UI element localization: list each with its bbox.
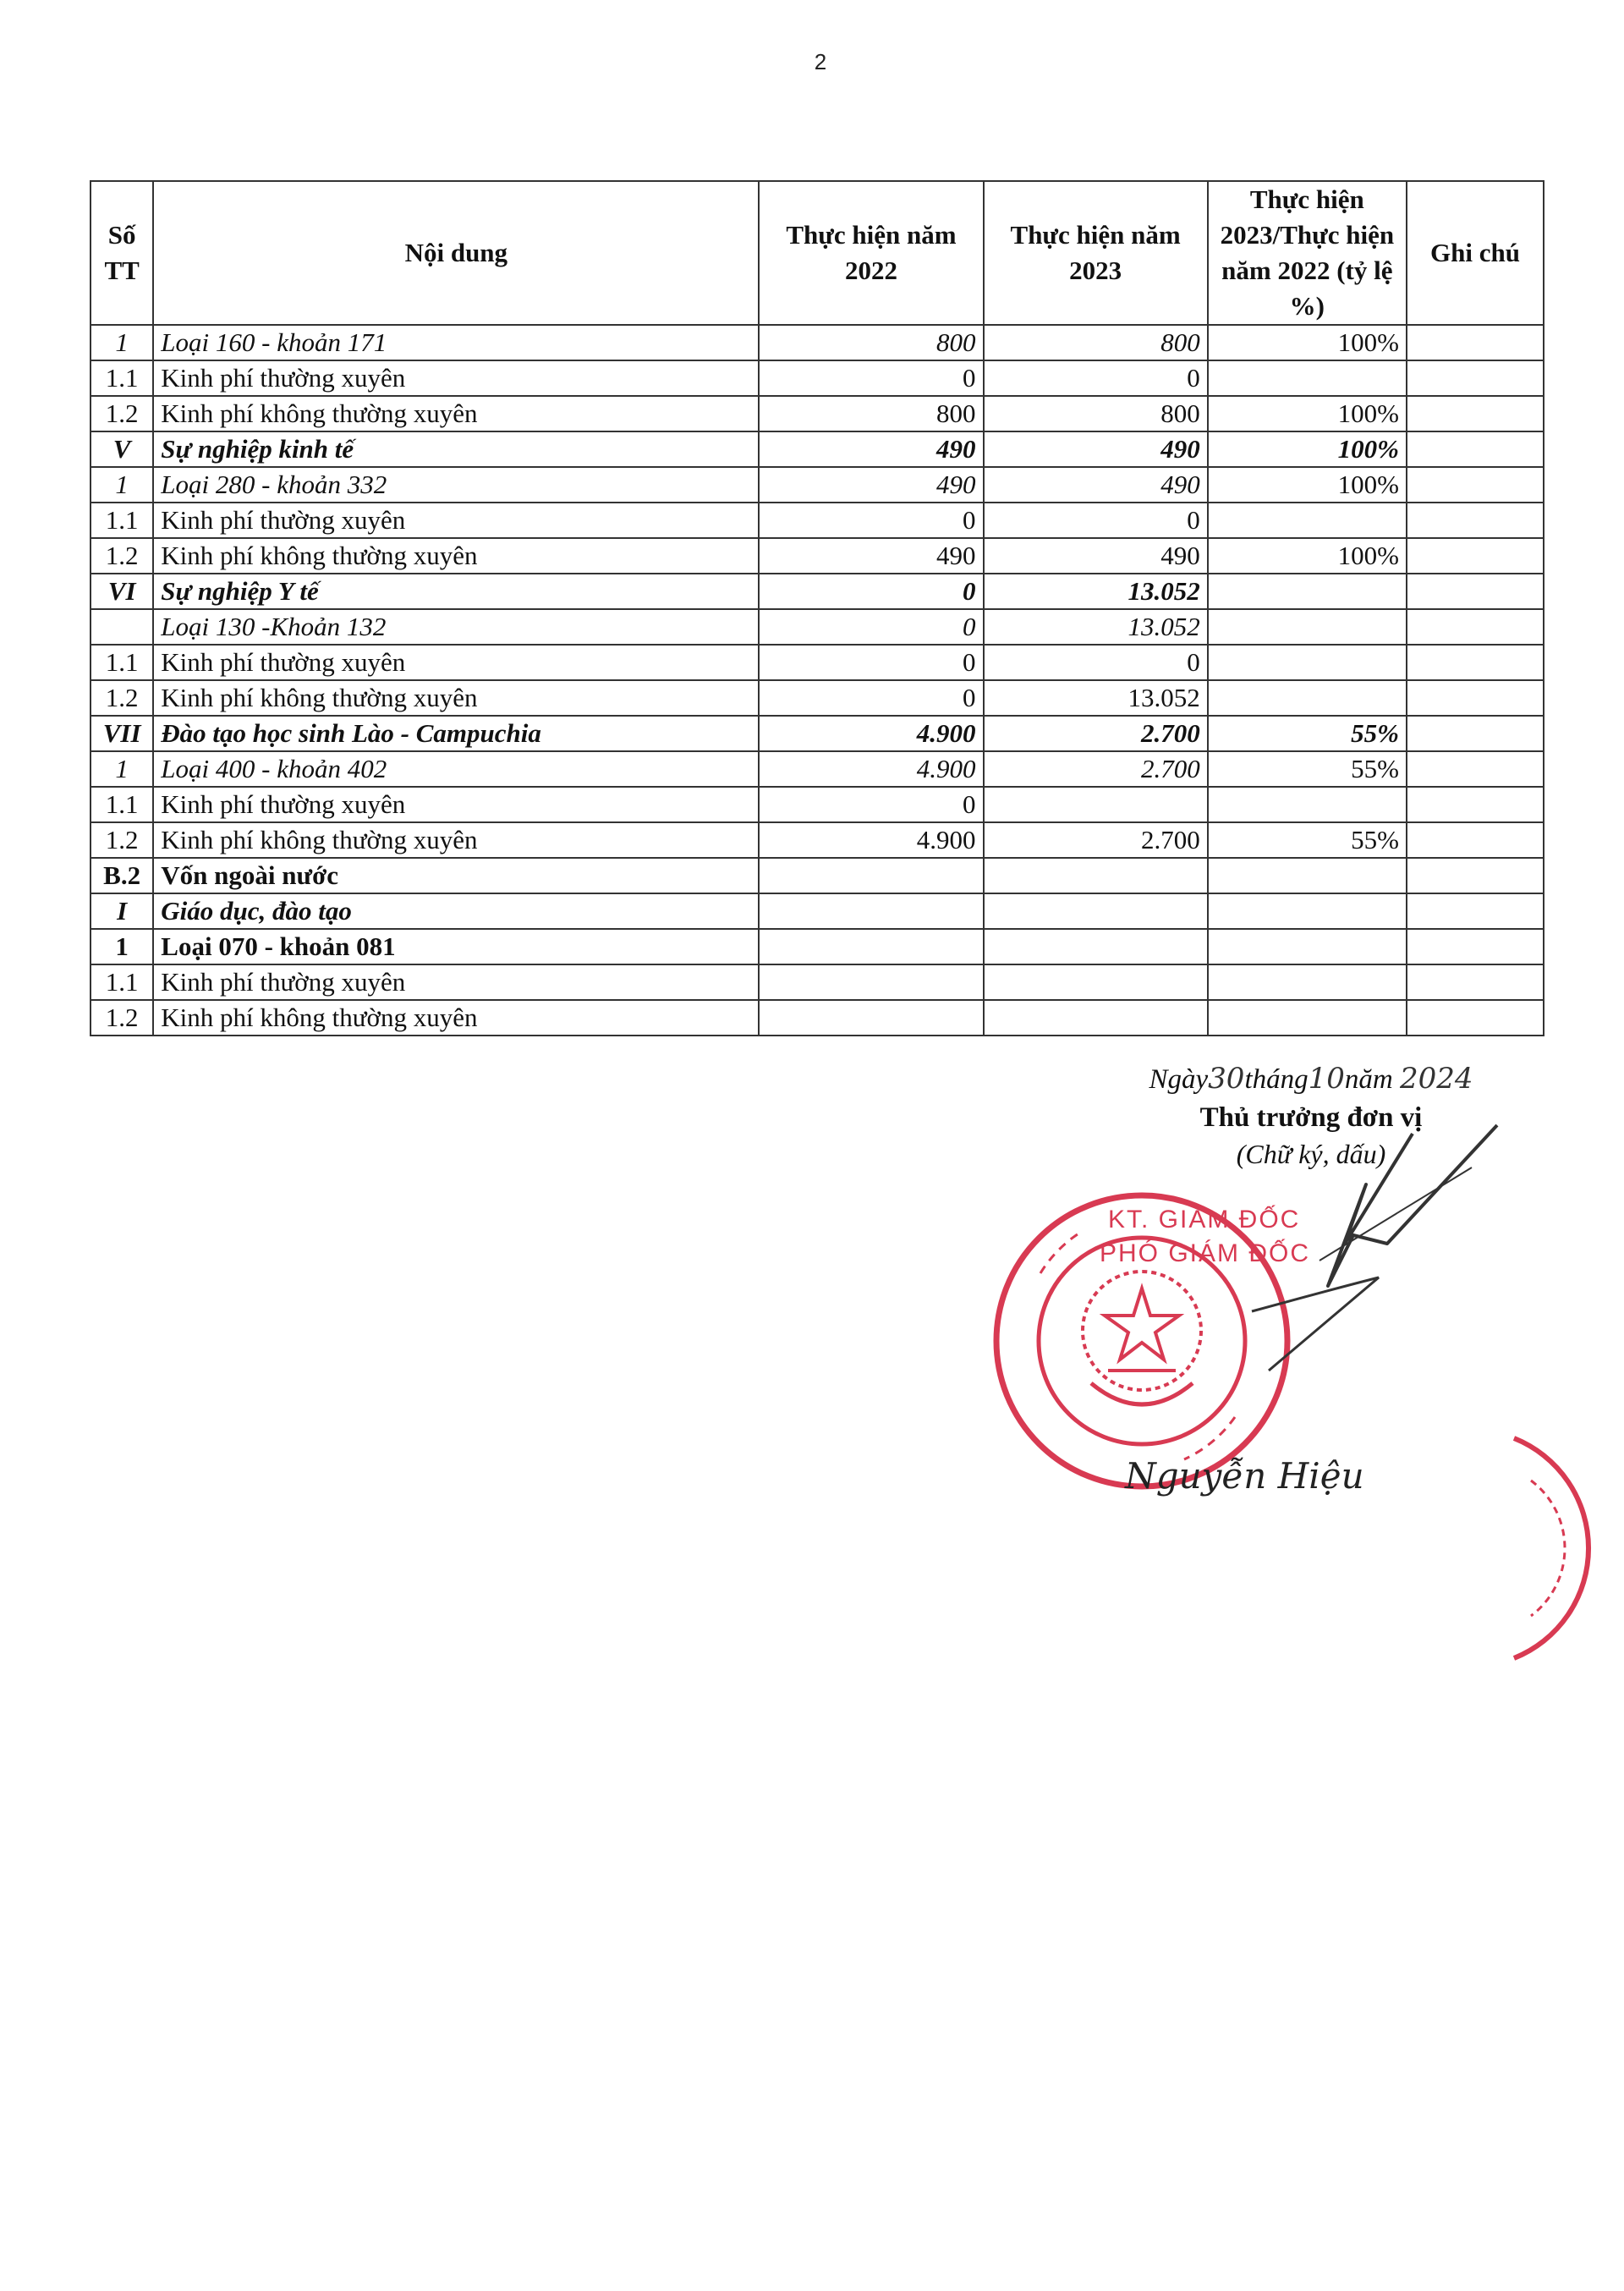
cell-ratio: 100% (1208, 396, 1407, 431)
cell-content: Kinh phí không thường xuyên (153, 822, 759, 858)
cell-2022: 800 (759, 396, 983, 431)
table-row (91, 396, 1544, 431)
cell-note (1407, 396, 1544, 431)
date-month-label: tháng (1244, 1064, 1309, 1095)
cell-2023: 0 (984, 503, 1208, 538)
cell-2022: 0 (759, 360, 983, 396)
cell-ratio (1208, 1000, 1407, 1036)
cell-content: Kinh phí thường xuyên (153, 645, 759, 680)
cell-2023 (984, 964, 1208, 1000)
signature-note: (Chữ ký, dấu) (1236, 1139, 1386, 1169)
cell-2022: 4.900 (759, 822, 983, 858)
cell-note (1407, 574, 1544, 609)
date-year-label: năm (1344, 1064, 1393, 1095)
cell-2023: 13.052 (984, 609, 1208, 645)
cell-2022: 490 (759, 538, 983, 574)
cell-ratio: 55% (1208, 751, 1407, 787)
cell-stt: 1.1 (91, 964, 153, 1000)
cell-stt (91, 609, 153, 645)
cell-content: Giáo dục, đào tạo (153, 893, 759, 929)
cell-2022: 490 (759, 467, 983, 503)
cell-content: Loại 070 - khoản 081 (153, 929, 759, 964)
cell-content: Kinh phí thường xuyên (153, 964, 759, 1000)
cell-ratio (1208, 680, 1407, 716)
cell-stt: 1.2 (91, 538, 153, 574)
cell-2023: 490 (984, 467, 1208, 503)
date-prefix: Ngày (1149, 1064, 1209, 1095)
cell-2023: 800 (984, 325, 1208, 360)
cell-2022: 0 (759, 645, 983, 680)
signer-name: Nguyễn Hiệu (1125, 1455, 1364, 1497)
cell-note (1407, 609, 1544, 645)
table-row (91, 964, 1544, 1000)
cell-content: Loại 280 - khoản 332 (153, 467, 759, 503)
cell-ratio: 100% (1208, 431, 1407, 467)
stamp-line-2: PHÓ GIÁM ĐỐC (1100, 1239, 1311, 1267)
cell-2023: 2.700 (984, 716, 1208, 751)
cell-2023 (984, 893, 1208, 929)
signer-title: Thủ trưởng đơn vị (1199, 1102, 1423, 1133)
cell-note (1407, 680, 1544, 716)
cell-content: Sự nghiệp Y tế (153, 574, 759, 609)
header-stt: Số TT (91, 181, 153, 325)
cell-content: Kinh phí không thường xuyên (153, 680, 759, 716)
cell-ratio: 55% (1208, 716, 1407, 751)
table-row (91, 467, 1544, 503)
cell-stt: V (91, 431, 153, 467)
cell-content: Loại 160 - khoản 171 (153, 325, 759, 360)
cell-2022: 0 (759, 680, 983, 716)
cell-content: Vốn ngoài nước (153, 858, 759, 893)
cell-2022: 4.900 (759, 751, 983, 787)
cell-note (1407, 893, 1544, 929)
cell-note (1407, 360, 1544, 396)
table-row (91, 360, 1544, 396)
cell-ratio (1208, 503, 1407, 538)
cell-ratio (1208, 609, 1407, 645)
cell-ratio: 55% (1208, 822, 1407, 858)
header-2022: Thực hiện năm 2022 (759, 181, 983, 325)
cell-note (1407, 787, 1544, 822)
cell-2022: 4.900 (759, 716, 983, 751)
budget-table (90, 180, 1544, 1036)
cell-note (1407, 325, 1544, 360)
header-ratio: Thực hiện 2023/Thực hiện năm 2022 (tỷ lệ %) (1208, 181, 1407, 325)
cell-ratio (1208, 929, 1407, 964)
cell-note (1407, 716, 1544, 751)
signature-block (1091, 1062, 1531, 1170)
cell-2023 (984, 1000, 1208, 1036)
table-header-row (91, 181, 1544, 325)
cell-2023: 2.700 (984, 822, 1208, 858)
cell-2022 (759, 964, 983, 1000)
cell-2023: 2.700 (984, 751, 1208, 787)
page-number: 2 (814, 49, 827, 74)
cell-content: Kinh phí không thường xuyên (153, 1000, 759, 1036)
cell-content: Kinh phí thường xuyên (153, 787, 759, 822)
cell-content: Kinh phí thường xuyên (153, 360, 759, 396)
cell-stt: 1.2 (91, 680, 153, 716)
table-row (91, 716, 1544, 751)
cell-note (1407, 503, 1544, 538)
cell-stt: 1.1 (91, 503, 153, 538)
cell-note (1407, 467, 1544, 503)
cell-note (1407, 538, 1544, 574)
cell-2022: 490 (759, 431, 983, 467)
table-row (91, 538, 1544, 574)
table-body (91, 325, 1544, 1036)
cell-2022: 0 (759, 609, 983, 645)
cell-2022 (759, 1000, 983, 1036)
header-note: Ghi chú (1407, 181, 1544, 325)
cell-2023: 490 (984, 538, 1208, 574)
cell-stt: B.2 (91, 858, 153, 893)
cell-ratio: 100% (1208, 467, 1407, 503)
cell-2023: 13.052 (984, 574, 1208, 609)
cell-ratio: 100% (1208, 538, 1407, 574)
table-row (91, 1000, 1544, 1036)
cell-stt: 1.2 (91, 822, 153, 858)
cell-2022: 800 (759, 325, 983, 360)
cell-stt: VI (91, 574, 153, 609)
cell-note (1407, 964, 1544, 1000)
cell-stt: VII (91, 716, 153, 751)
cell-content: Loại 400 - khoản 402 (153, 751, 759, 787)
date-day: 30 (1208, 1062, 1245, 1096)
header-content: Nội dung (153, 181, 759, 325)
cell-content: Kinh phí thường xuyên (153, 503, 759, 538)
cell-ratio (1208, 893, 1407, 929)
cell-stt: 1.1 (91, 360, 153, 396)
table-row (91, 787, 1544, 822)
cell-2023: 0 (984, 645, 1208, 680)
table-row (91, 929, 1544, 964)
cell-2022: 0 (759, 574, 983, 609)
cell-note (1407, 1000, 1544, 1036)
stamp-line-1: KT. GIÁM ĐỐC (1108, 1206, 1301, 1233)
cell-2023: 800 (984, 396, 1208, 431)
cell-stt: 1.1 (91, 787, 153, 822)
cell-stt: 1 (91, 929, 153, 964)
cell-note (1407, 645, 1544, 680)
table-row (91, 858, 1544, 893)
cell-2022: 0 (759, 787, 983, 822)
cell-stt: 1.2 (91, 1000, 153, 1036)
table-row (91, 893, 1544, 929)
cell-ratio (1208, 645, 1407, 680)
cell-ratio: 100% (1208, 325, 1407, 360)
table-row (91, 325, 1544, 360)
cell-2023 (984, 858, 1208, 893)
cell-note (1407, 751, 1544, 787)
partial-seal (1497, 1430, 1624, 1667)
table-row (91, 503, 1544, 538)
cell-ratio (1208, 858, 1407, 893)
cell-stt: 1.1 (91, 645, 153, 680)
table-row (91, 609, 1544, 645)
cell-ratio (1208, 360, 1407, 396)
cell-ratio (1208, 787, 1407, 822)
cell-ratio (1208, 964, 1407, 1000)
header-2023: Thực hiện năm 2023 (984, 181, 1208, 325)
signature-date (1091, 1062, 1531, 1096)
table-row (91, 431, 1544, 467)
cell-content: Kinh phí không thường xuyên (153, 538, 759, 574)
cell-content: Kinh phí không thường xuyên (153, 396, 759, 431)
date-month: 10 (1308, 1062, 1345, 1096)
cell-note (1407, 929, 1544, 964)
cell-2023: 13.052 (984, 680, 1208, 716)
cell-2023: 0 (984, 360, 1208, 396)
cell-stt: 1 (91, 325, 153, 360)
cell-content: Loại 130 -Khoản 132 (153, 609, 759, 645)
cell-note (1407, 431, 1544, 467)
table-row (91, 822, 1544, 858)
table-row (91, 645, 1544, 680)
cell-2022 (759, 929, 983, 964)
cell-stt: 1.2 (91, 396, 153, 431)
cell-stt: I (91, 893, 153, 929)
table-row (91, 751, 1544, 787)
cell-2022: 0 (759, 503, 983, 538)
date-year: 2024 (1399, 1062, 1473, 1096)
cell-content: Sự nghiệp kinh tế (153, 431, 759, 467)
cell-2023: 490 (984, 431, 1208, 467)
cell-2023 (984, 787, 1208, 822)
cell-stt: 1 (91, 751, 153, 787)
cell-note (1407, 858, 1544, 893)
cell-stt: 1 (91, 467, 153, 503)
cell-2023 (984, 929, 1208, 964)
cell-content: Đào tạo học sinh Lào - Campuchia (153, 716, 759, 751)
table-row (91, 574, 1544, 609)
cell-ratio (1208, 574, 1407, 609)
cell-2022 (759, 858, 983, 893)
cell-2022 (759, 893, 983, 929)
table-row (91, 680, 1544, 716)
cell-note (1407, 822, 1544, 858)
